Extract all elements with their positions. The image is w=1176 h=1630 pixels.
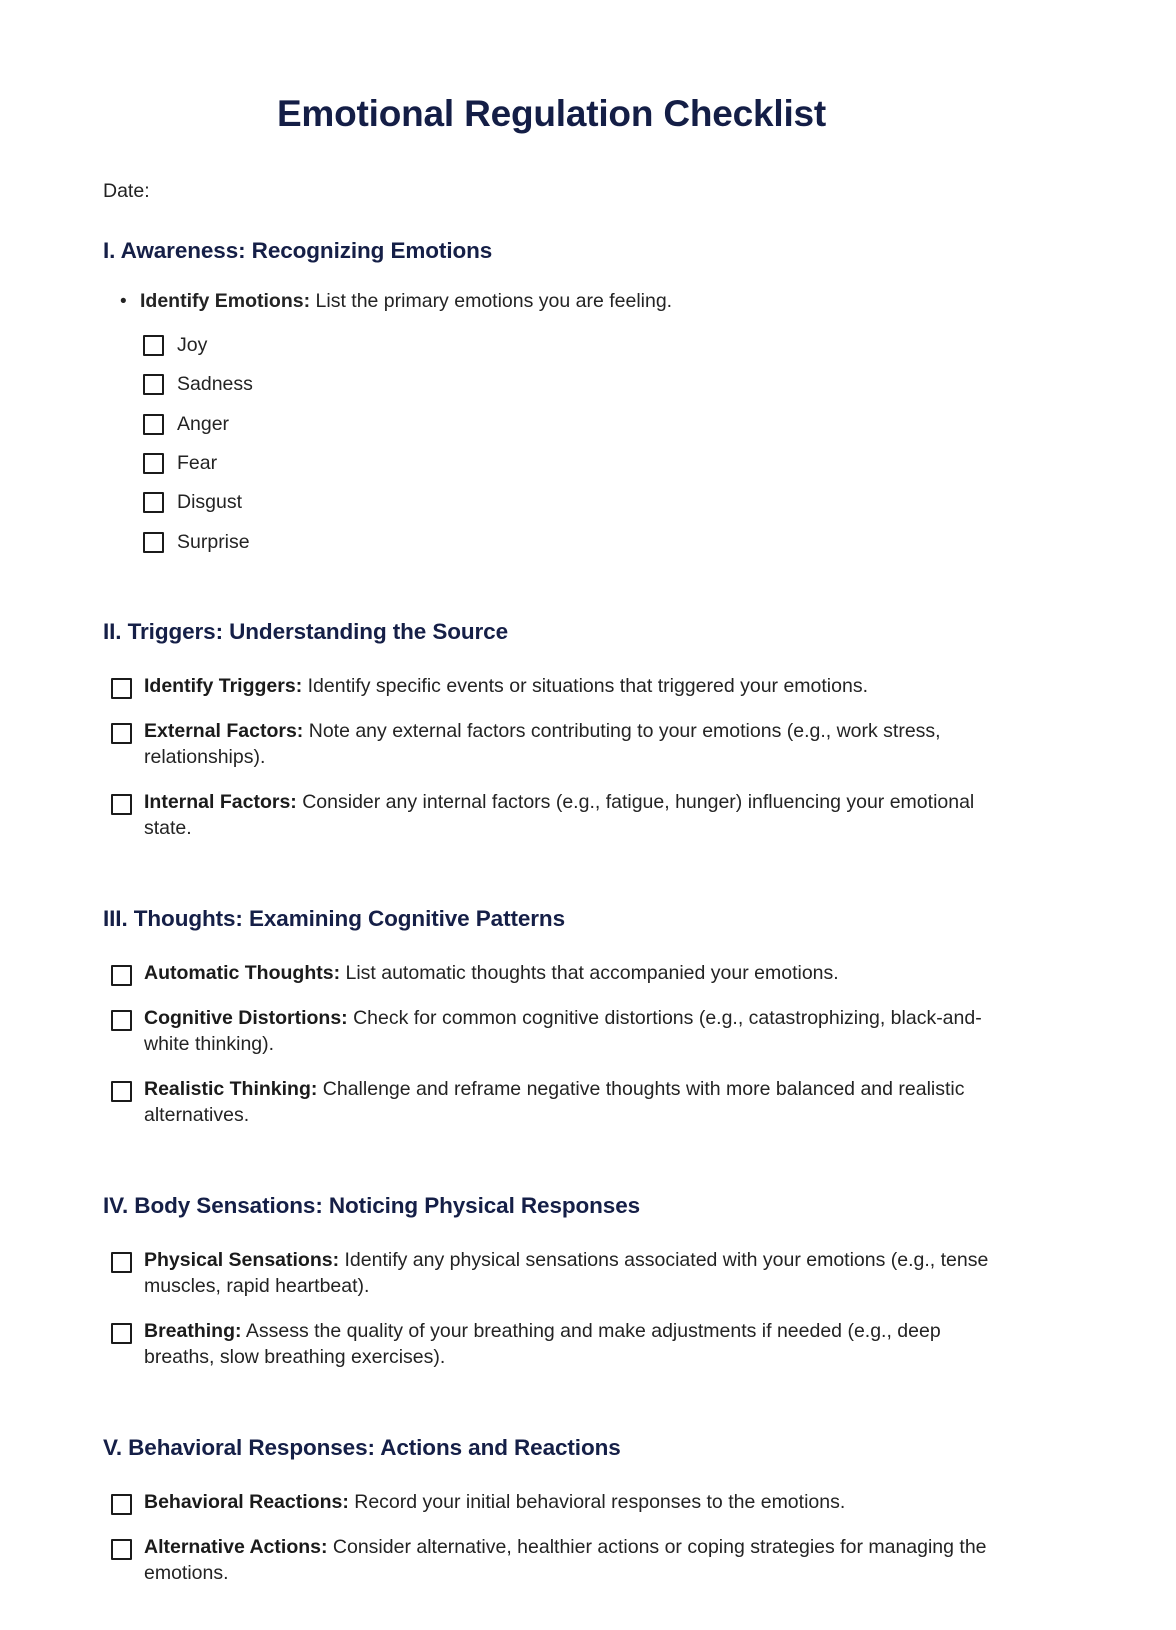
emotion-label-anger: Anger xyxy=(177,412,230,435)
item-text-alternative-actions xyxy=(144,1535,1000,1587)
section-spacer xyxy=(103,1375,1000,1401)
checkbox-behavioral-reactions[interactable] xyxy=(111,1494,132,1515)
emotion-label-fear: Fear xyxy=(177,451,218,474)
item-text-behavioral-reactions xyxy=(144,1490,1000,1516)
checkbox-breathing[interactable] xyxy=(111,1323,132,1344)
item-row-physical-sensations[interactable] xyxy=(103,1248,1000,1300)
section-behavioral-responses xyxy=(103,1401,1000,1591)
emotion-label-sadness: Sadness xyxy=(177,373,253,396)
checkbox-automatic-thoughts[interactable] xyxy=(111,965,132,986)
section-heading-body-sensations: IV. Body Sensations: Noticing Physical Responses xyxy=(103,1192,641,1218)
checkbox-external-factors[interactable] xyxy=(111,723,132,744)
checkbox-fear[interactable] xyxy=(143,453,164,474)
item-label-breathing: Breathing: xyxy=(144,1319,242,1342)
item-text-realistic-thinking xyxy=(144,1077,1000,1129)
checkbox-alternative-actions[interactable] xyxy=(111,1539,132,1560)
emotion-row-surprise[interactable] xyxy=(103,530,1000,555)
identify-emotions-bullet xyxy=(103,265,1000,315)
checkbox-internal-factors[interactable] xyxy=(111,794,132,815)
section-heading-awareness: I. Awareness: Recognizing Emotions xyxy=(103,237,493,263)
item-row-automatic-thoughts[interactable] xyxy=(103,961,1000,987)
item-label-realistic-thinking: Realistic Thinking: xyxy=(144,1077,318,1100)
item-label-internal-factors: Internal Factors: xyxy=(144,790,297,813)
section-spacer xyxy=(103,846,1000,872)
item-row-internal-factors[interactable] xyxy=(103,790,1000,842)
bullet-dot-icon: • xyxy=(120,291,127,313)
emotion-row-disgust[interactable] xyxy=(103,490,1000,515)
item-label-physical-sensations: Physical Sensations: xyxy=(144,1248,340,1271)
item-row-realistic-thinking[interactable] xyxy=(103,1077,1000,1129)
checkbox-realistic-thinking[interactable] xyxy=(111,1081,132,1102)
page-title: Emotional Regulation Checklist xyxy=(276,93,827,134)
section-awareness xyxy=(103,204,1000,559)
emotion-row-anger[interactable] xyxy=(103,412,1000,437)
checkbox-anger[interactable] xyxy=(143,414,164,435)
thoughts-item-list xyxy=(103,933,1000,1129)
identify-emotions-text xyxy=(140,289,1000,315)
item-description-automatic-thoughts: List automatic thoughts that accompanied your emotions. xyxy=(345,962,839,985)
item-row-external-factors[interactable] xyxy=(103,719,1000,771)
item-text-external-factors xyxy=(144,719,1000,771)
item-text-identify-triggers xyxy=(144,674,1000,700)
item-row-alternative-actions[interactable] xyxy=(103,1535,1000,1587)
item-description-alternative-actions: Consider alternative, healthier actions or coping strategies for managing the emotions. xyxy=(144,1535,987,1584)
item-description-identify-triggers: Identify specific events or situations that triggered your emotions. xyxy=(307,675,868,698)
checkbox-sadness[interactable] xyxy=(143,374,164,395)
identify-emotions-description: List the primary emotions you are feeling. xyxy=(315,290,673,313)
item-description-external-factors: Note any external factors contributing to your emotions (e.g., work stress, relationships). xyxy=(144,720,941,769)
section-triggers xyxy=(103,585,1000,846)
emotion-label-surprise: Surprise xyxy=(177,530,250,553)
section-heading-behavioral-responses: V. Behavioral Responses: Actions and Reactions xyxy=(103,1434,621,1460)
checkbox-identify-triggers[interactable] xyxy=(111,678,132,699)
emotion-row-sadness[interactable] xyxy=(103,372,1000,397)
date-label: Date: xyxy=(103,179,150,202)
item-label-identify-triggers: Identify Triggers: xyxy=(144,675,303,698)
item-row-breathing[interactable] xyxy=(103,1319,1000,1371)
item-description-behavioral-reactions: Record your initial behavioral responses to the emotions. xyxy=(354,1490,846,1513)
item-label-external-factors: External Factors: xyxy=(144,720,304,743)
body-sensations-item-list xyxy=(103,1220,1000,1371)
emotion-checkbox-list xyxy=(103,315,1000,555)
item-text-internal-factors xyxy=(144,790,1000,842)
checkbox-surprise[interactable] xyxy=(143,532,164,553)
section-thoughts xyxy=(103,872,1000,1133)
item-text-physical-sensations xyxy=(144,1248,1000,1300)
section-heading-triggers: II. Triggers: Understanding the Source xyxy=(103,618,509,644)
emotion-label-disgust: Disgust xyxy=(177,491,243,514)
item-text-cognitive-distortions xyxy=(144,1006,1000,1058)
item-label-automatic-thoughts: Automatic Thoughts: xyxy=(144,962,341,985)
section-spacer xyxy=(103,559,1000,585)
item-description-physical-sensations: Identify any physical sensations associated with your emotions (e.g., tense muscles, rapid heartbeat). xyxy=(144,1248,989,1297)
item-description-cognitive-distortions: Check for common cognitive distortions (e.g., catastrophizing, black-and-white thinking). xyxy=(144,1006,982,1055)
checkbox-disgust[interactable] xyxy=(143,492,164,513)
item-label-behavioral-reactions: Behavioral Reactions: xyxy=(144,1490,349,1513)
item-label-cognitive-distortions: Cognitive Distortions: xyxy=(144,1006,348,1029)
checkbox-joy[interactable] xyxy=(143,335,164,356)
section-spacer xyxy=(103,1133,1000,1159)
item-label-alternative-actions: Alternative Actions: xyxy=(144,1535,328,1558)
triggers-item-list xyxy=(103,646,1000,842)
identify-emotions-label: Identify Emotions: xyxy=(140,290,311,313)
section-heading-thoughts: III. Thoughts: Examining Cognitive Patterns xyxy=(103,905,565,931)
item-description-realistic-thinking: Challenge and reframe negative thoughts with more balanced and realistic alternatives. xyxy=(144,1077,965,1126)
emotion-label-joy: Joy xyxy=(177,333,208,356)
emotion-row-joy[interactable] xyxy=(103,333,1000,358)
behavioral-responses-item-list xyxy=(103,1462,1000,1587)
item-row-behavioral-reactions[interactable] xyxy=(103,1490,1000,1516)
checkbox-physical-sensations[interactable] xyxy=(111,1252,132,1273)
item-text-automatic-thoughts xyxy=(144,961,1000,987)
item-row-identify-triggers[interactable] xyxy=(103,674,1000,700)
section-body-sensations xyxy=(103,1159,1000,1375)
item-description-breathing: Assess the quality of your breathing and make adjustments if needed (e.g., deep breaths, slow breathing exercises). xyxy=(144,1319,941,1368)
item-text-breathing xyxy=(144,1319,1000,1371)
emotion-row-fear[interactable] xyxy=(103,451,1000,476)
checkbox-cognitive-distortions[interactable] xyxy=(111,1010,132,1031)
item-row-cognitive-distortions[interactable] xyxy=(103,1006,1000,1058)
item-description-internal-factors: Consider any internal factors (e.g., fatigue, hunger) influencing your emotional state. xyxy=(144,790,975,839)
